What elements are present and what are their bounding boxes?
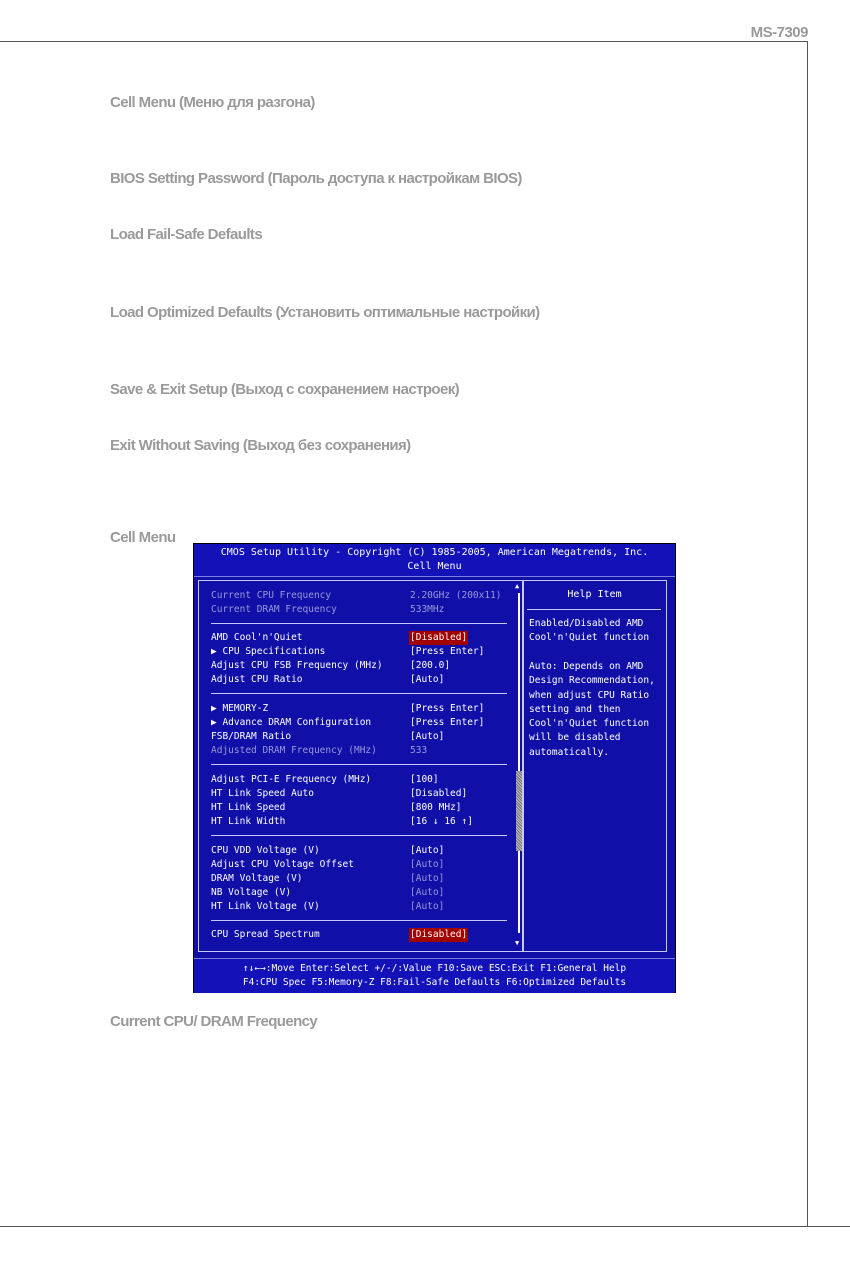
item-value: 2.20GHz (200x11) xyxy=(410,590,502,601)
item-label: HT Link Width xyxy=(211,816,286,827)
item-value: [16 ↓ 16 ↑] xyxy=(410,816,473,827)
item-label: AMD Cool'n'Quiet xyxy=(211,632,303,643)
item-value: [Disabled] xyxy=(410,929,468,940)
bios-item-adjust-cpu-fsb-frequency[interactable] xyxy=(211,659,511,673)
item-value: 533 xyxy=(410,745,428,756)
heading-cell-menu-ru: Cell Menu (Меню для разгона) xyxy=(110,94,315,111)
item-value: [800 MHz] xyxy=(410,802,462,813)
scroll-down-arrow-icon[interactable]: ▼ xyxy=(515,939,520,947)
help-text-description: Enabled/Disabled AMD Cool'n'Quiet function xyxy=(529,618,650,644)
help-item-title: Help Item xyxy=(567,589,622,600)
key-legend-line1: ↑↓←→:Move Enter:Select +/-/:Value F10:Save ESC:Exit F1:General Help xyxy=(242,963,627,974)
model-number: MS-7309 xyxy=(750,24,808,41)
item-label: HT Link Speed xyxy=(211,802,286,813)
bios-item-adjusted-dram-frequency xyxy=(211,744,511,758)
item-label: Current CPU Frequency xyxy=(211,590,332,601)
bios-item-adjust-cpu-voltage-offset[interactable] xyxy=(211,858,511,872)
heading-current-frequency: Current CPU/ DRAM Frequency xyxy=(110,1013,318,1030)
bios-item-current-cpu-frequency xyxy=(211,589,511,603)
divider xyxy=(211,920,507,921)
bios-item-amd-cool-n-quiet[interactable] xyxy=(211,631,511,645)
divider xyxy=(211,623,507,624)
bios-item-ht-link-voltage[interactable] xyxy=(211,900,511,914)
bios-item-memory-z[interactable] xyxy=(211,702,511,716)
item-label: NB Voltage (V) xyxy=(211,887,292,898)
item-value: [Auto] xyxy=(410,887,445,898)
item-value: [Auto] xyxy=(410,873,445,884)
item-value: [Auto] xyxy=(410,731,445,742)
item-value: [Press Enter] xyxy=(410,703,485,714)
bios-item-cpu-specifications[interactable] xyxy=(211,645,511,659)
heading-bios-password: BIOS Setting Password (Пароль доступа к настройкам BIOS) xyxy=(110,170,522,187)
bios-item-dram-voltage[interactable] xyxy=(211,872,511,886)
bios-title-menu: Cell Menu xyxy=(407,561,462,572)
item-label: ▶ CPU Specifications xyxy=(211,646,326,657)
item-label: Adjusted DRAM Frequency (MHz) xyxy=(211,745,377,756)
bios-item-advance-dram-configuration[interactable] xyxy=(211,716,511,730)
item-label: Adjust CPU Ratio xyxy=(211,674,303,685)
item-value: [Press Enter] xyxy=(410,717,485,728)
scrollbar-track[interactable] xyxy=(518,593,520,933)
divider xyxy=(211,835,507,836)
heading-cell-menu: Cell Menu xyxy=(110,529,176,546)
bios-title-bar xyxy=(194,544,675,577)
heading-optimized: Load Optimized Defaults (Установить оптимальные настройки) xyxy=(110,304,540,321)
bios-item-fsb-dram-ratio[interactable] xyxy=(211,730,511,744)
bios-item-adjust-cpu-ratio[interactable] xyxy=(211,673,511,687)
divider xyxy=(211,764,507,765)
bios-item-ht-link-speed-auto[interactable] xyxy=(211,787,511,801)
heading-save-exit: Save & Exit Setup (Выход с сохранением настроек) xyxy=(110,381,460,398)
item-value: [200.0] xyxy=(410,660,451,671)
bios-key-legend xyxy=(194,958,675,993)
bios-item-ht-link-speed[interactable] xyxy=(211,801,511,815)
bios-title-copyright: CMOS Setup Utility - Copyright (C) 1985-2005, American Megatrends, Inc. xyxy=(220,547,649,558)
bios-item-current-dram-frequency xyxy=(211,603,511,617)
item-label: ▶ Advance DRAM Configuration xyxy=(211,717,372,728)
bios-settings-panel xyxy=(198,580,524,952)
item-label: Adjust CPU FSB Frequency (MHz) xyxy=(211,660,383,671)
bios-item-cpu-spread-spectrum[interactable] xyxy=(211,928,511,942)
bios-item-adjust-pci-e-frequency[interactable] xyxy=(211,773,511,787)
footer-rule xyxy=(0,1226,850,1227)
item-label: CPU VDD Voltage (V) xyxy=(211,845,320,856)
item-label: HT Link Voltage (V) xyxy=(211,901,320,912)
heading-exit-without-saving: Exit Without Saving (Выход без сохранения) xyxy=(110,437,411,454)
item-value: [Auto] xyxy=(410,901,445,912)
divider xyxy=(527,609,661,610)
margin-rule xyxy=(807,41,808,1226)
item-label: HT Link Speed Auto xyxy=(211,788,314,799)
divider xyxy=(211,693,507,694)
item-value: 533MHz xyxy=(410,604,445,615)
key-legend-line2: F4:CPU Spec F5:Memory-Z F8:Fail-Safe Defaults F6:Optimized Defaults xyxy=(242,977,627,988)
item-label: DRAM Voltage (V) xyxy=(211,873,303,884)
item-value: [Disabled] xyxy=(410,788,468,799)
item-label: Adjust CPU Voltage Offset xyxy=(211,859,354,870)
bios-help-panel xyxy=(522,580,667,952)
bios-item-cpu-vdd-voltage[interactable] xyxy=(211,844,511,858)
item-label: Current DRAM Frequency xyxy=(211,604,337,615)
item-label: CPU Spread Spectrum xyxy=(211,929,320,940)
item-value: [Press Enter] xyxy=(410,646,485,657)
bios-screenshot xyxy=(193,543,676,993)
item-label: Adjust PCI-E Frequency (MHz) xyxy=(211,774,372,785)
bios-item-nb-voltage[interactable] xyxy=(211,886,511,900)
heading-fail-safe: Load Fail-Safe Defaults xyxy=(110,226,263,243)
item-label: ▶ MEMORY-Z xyxy=(211,703,269,714)
item-value: [Disabled] xyxy=(410,632,468,643)
item-label: FSB/DRAM Ratio xyxy=(211,731,292,742)
bios-item-ht-link-width[interactable] xyxy=(211,815,511,829)
scroll-up-arrow-icon[interactable]: ▲ xyxy=(515,582,520,590)
item-value: [Auto] xyxy=(410,845,445,856)
item-value: [100] xyxy=(410,774,439,785)
header-rule xyxy=(0,41,808,42)
item-value: [Auto] xyxy=(410,859,445,870)
help-text-auto-note: Auto: Depends on AMD Design Recommendation, when adjust CPU Ratio setting and then Cool'n'Quiet function will be disabled automatically. xyxy=(529,661,655,758)
item-value: [Auto] xyxy=(410,674,445,685)
